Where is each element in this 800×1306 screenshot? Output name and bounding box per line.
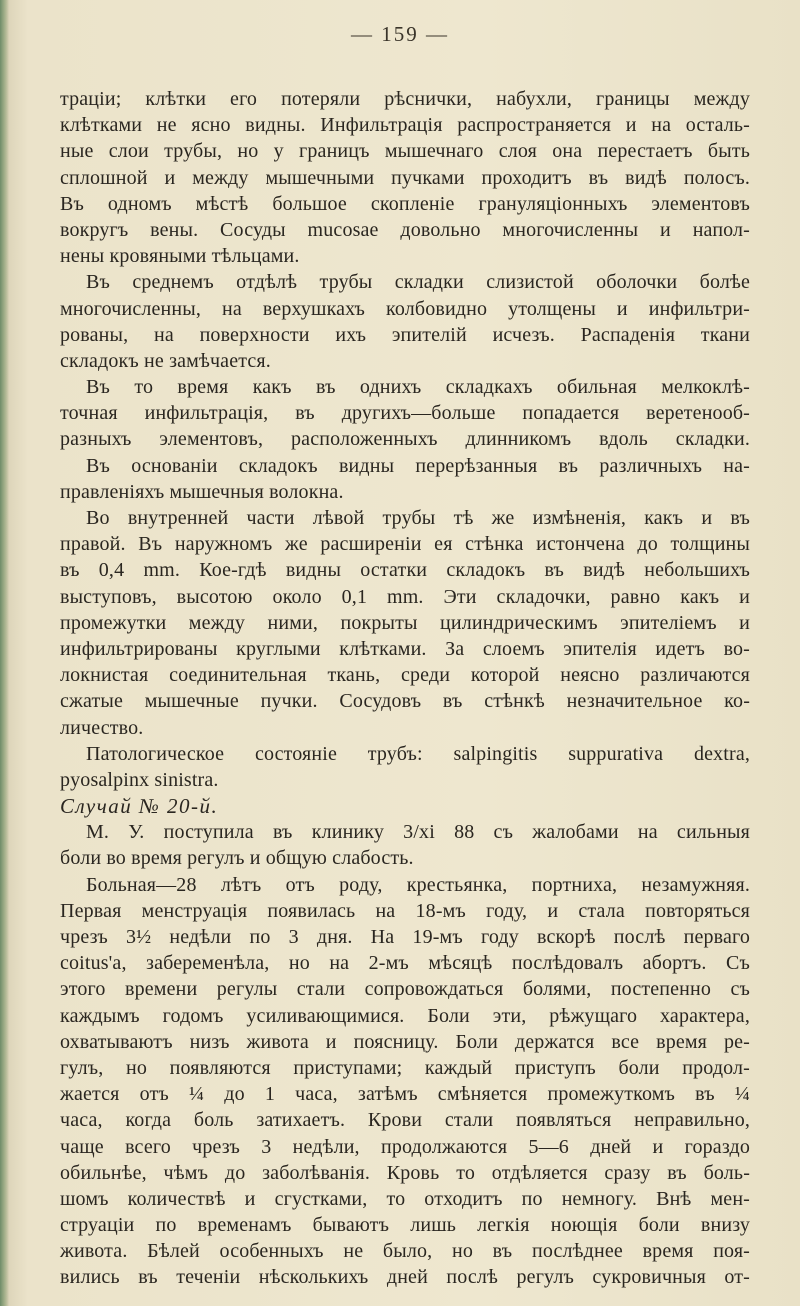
text-line: coitus'а, забеременѣла, но на 2-мъ мѣсяцѣ послѣдовалъ абортъ. Съ	[60, 952, 750, 975]
text-line: сплошной и между мышечными пучками проходитъ въ видѣ полосъ.	[60, 166, 750, 189]
text-line: каждымъ годомъ усиливающимися. Боли эти, рѣжущаго характера,	[60, 1004, 750, 1027]
page-number: — 159 —	[351, 22, 449, 46]
text-line: Въ одномъ мѣстѣ большое скопленіе грануляціонныхъ элементовъ	[60, 192, 750, 215]
text-line: разныхъ элементовъ, расположенныхъ длинникомъ вдоль складки.	[60, 428, 750, 451]
text-line: клѣтками не ясно видны. Инфильтрація распространяется и на осталь-	[60, 114, 750, 137]
text-line: Патологическое состояніе трубъ: salpingitis suppurativa dextra,	[86, 742, 750, 765]
text-line: боли во время регулъ и общую слабость.	[60, 847, 414, 870]
text-line: многочисленны, на верхушкахъ колбовидно утолщены и инфильтри-	[60, 297, 750, 320]
text-line: жается отъ ¼ до 1 часа, затѣмъ смѣняется промежуткомъ въ ¼	[60, 1083, 750, 1106]
text-line: охватываютъ низъ живота и поясницу. Боли держатся все время ре-	[60, 1030, 750, 1053]
text-line: Въ основаніи складокъ видны перерѣзанныя въ различныхъ на-	[86, 454, 750, 477]
text-line: часа, когда боль затихаетъ. Крови стали появляться неправильно,	[60, 1109, 750, 1132]
text-line: личество.	[60, 716, 144, 739]
text-line: выступовъ, высотою около 0,1 mm. Эти складочки, равно какъ и	[60, 585, 750, 608]
text-line: ные слои трубы, но у границъ мышечнаго слоя она перестаетъ быть	[60, 140, 750, 163]
text-line: правой. Въ наружномъ же расширеніи ея стѣнка истончена до толщины	[60, 533, 750, 556]
text-line: М. У. поступила въ клинику 3/xi 88 съ жалобами на сильныя	[86, 821, 750, 844]
text-line: вокругъ вены. Сосуды mucosae довольно многочисленны и напол-	[60, 218, 750, 241]
text-line: траціи; клѣтки его потеряли рѣснички, набухли, границы между	[60, 88, 750, 110]
text-line: шомъ количествѣ и сгустками, то отходитъ по немногу. Внѣ мен-	[60, 1187, 750, 1210]
text-line: чаще всего чрезъ 3 недѣли, продолжаются 5—6 дней и гораздо	[60, 1135, 750, 1158]
body-text	[60, 86, 750, 1291]
text-line: въ 0,4 mm. Кое-гдѣ видны остатки складокъ въ видѣ небольшихъ	[60, 559, 750, 582]
text-line: pyosalpinx sinistra.	[60, 768, 219, 791]
text-line: нены кровяными тѣльцами.	[60, 245, 300, 268]
text-line: локнистая соединительная ткань, среди которой неясно различаются	[60, 664, 750, 687]
text-line: складокъ не замѣчается.	[60, 349, 271, 372]
text-line: чрезъ 3½ недѣли по 3 дня. На 19-мъ году вскорѣ послѣ перваго	[60, 926, 750, 948]
text-line: гулъ, но появляются приступами; каждый приступъ боли продол-	[60, 1056, 750, 1079]
text-line: Первая менструація появилась на 18-мъ году, и стала повторяться	[60, 899, 750, 922]
text-line: струаціи по временамъ бываютъ лишь легкія ноющія боли внизу	[60, 1214, 750, 1237]
text-line: рованы, на поверхности ихъ эпителій исчезъ. Распаденія ткани	[60, 323, 750, 346]
text-line: Больная—28 лѣтъ отъ роду, крестьянка, портниха, незамужняя.	[86, 873, 750, 896]
text-line: промежутки между ними, покрыты цилиндрическимъ эпителіемъ и	[60, 611, 750, 634]
text-line: сжатые мышечные пучки. Сосудовъ въ стѣнкѣ незначительное ко-	[60, 690, 750, 713]
text-line: живота. Бѣлей особенныхъ не было, но въ послѣднее время поя-	[60, 1240, 750, 1263]
text-line: инфильтрированы круглыми клѣтками. За слоемъ эпителія идетъ во-	[60, 637, 750, 660]
text-line: Въ среднемъ отдѣлѣ трубы складки слизистой оболочки болѣе	[86, 271, 750, 294]
text-line: вились въ теченіи нѣсколькихъ дней послѣ регулъ сукровичныя от-	[60, 1266, 750, 1289]
text-line: этого времени регулы стали сопровождаться болями, постепенно съ	[60, 978, 750, 1001]
case-heading: Случай № 20-й.	[60, 794, 219, 819]
page-binding-edge	[0, 0, 9, 1306]
text-line: Въ то время какъ въ однихъ складкахъ обильная мелкоклѣ-	[86, 376, 750, 399]
text-line: Во внутренней части лѣвой трубы тѣ же измѣненія, какъ и въ	[86, 507, 750, 529]
text-line: точная инфильтрація, въ другихъ—больше попадается веретенооб-	[60, 402, 750, 425]
text-line: правленіяхъ мышечныя волокна.	[60, 480, 344, 503]
text-line: обильнѣе, чѣмъ до заболѣванія. Кровь то отдѣляется сразу въ боль-	[60, 1161, 750, 1184]
